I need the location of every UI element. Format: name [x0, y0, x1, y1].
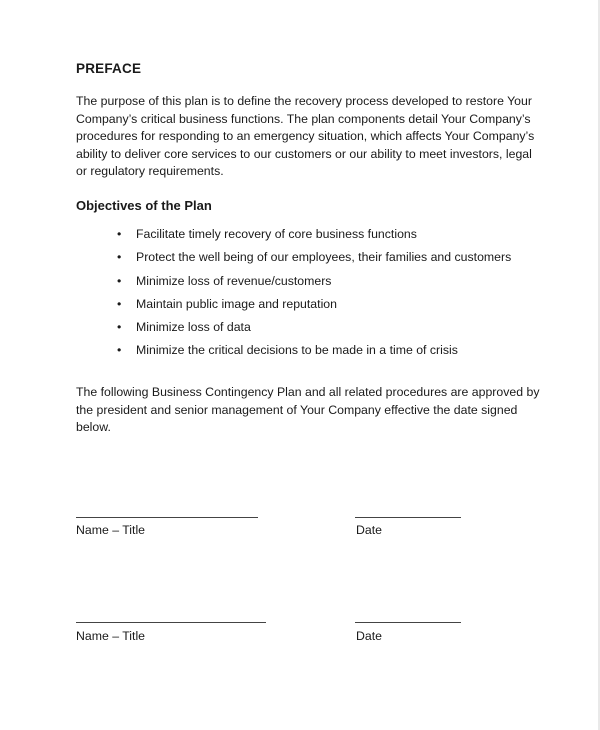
signature-line-name[interactable]: [76, 517, 258, 518]
bullet-icon: •: [117, 227, 122, 241]
bullet-icon: •: [117, 250, 122, 265]
list-item: [117, 249, 511, 272]
list-item: [117, 273, 511, 296]
objective-text: Minimize loss of revenue/customers: [136, 273, 332, 288]
preface-heading: PREFACE: [76, 61, 142, 76]
list-item: [117, 296, 511, 319]
approval-line: below.: [76, 420, 111, 434]
objective-text: Minimize loss of data: [136, 320, 251, 335]
objective-text: Minimize the critical decisions to be made in a time of crisis: [136, 343, 458, 358]
preface-line: ability to deliver core services to our customers or our ability to meet investors, legal: [76, 146, 532, 161]
preface-line: Company’s critical business functions. The plan components detail Your Company’s: [76, 111, 531, 126]
objectives-list: [117, 226, 511, 366]
objective-text: Facilitate timely recovery of core business functions: [136, 227, 417, 241]
bullet-icon: •: [117, 273, 122, 288]
objective-text: Maintain public image and reputation: [136, 296, 337, 311]
signature-line-date[interactable]: [355, 622, 461, 623]
preface-line: procedures for responding to an emergency situation, which affects Your Company’s: [76, 129, 535, 143]
name-title-label: Name – Title: [76, 523, 146, 537]
bullet-icon: •: [117, 343, 122, 358]
approval-line: The following Business Contingency Plan and all related procedures are approved by: [76, 385, 540, 399]
date-label: Date: [356, 629, 382, 643]
signature-line-date[interactable]: [355, 517, 461, 518]
objectives-heading: Objectives of the Plan: [76, 198, 212, 213]
preface-paragraph: [76, 93, 556, 181]
list-item: [117, 226, 511, 249]
bullet-icon: •: [117, 296, 122, 311]
approval-paragraph: [76, 384, 556, 437]
preface-line: or regulatory requirements.: [76, 164, 224, 178]
bullet-icon: •: [117, 320, 122, 335]
date-label: Date: [356, 523, 382, 537]
name-title-label: Name – Title: [76, 629, 146, 643]
approval-line: the president and senior management of Your Company effective the date signed: [76, 402, 518, 417]
objective-text: Protect the well being of our employees, their families and customers: [136, 250, 512, 265]
signature-line-name[interactable]: [76, 622, 266, 623]
list-item: [117, 319, 511, 342]
list-item: [117, 342, 511, 365]
preface-line: The purpose of this plan is to define the recovery process developed to restore Your: [76, 94, 532, 108]
